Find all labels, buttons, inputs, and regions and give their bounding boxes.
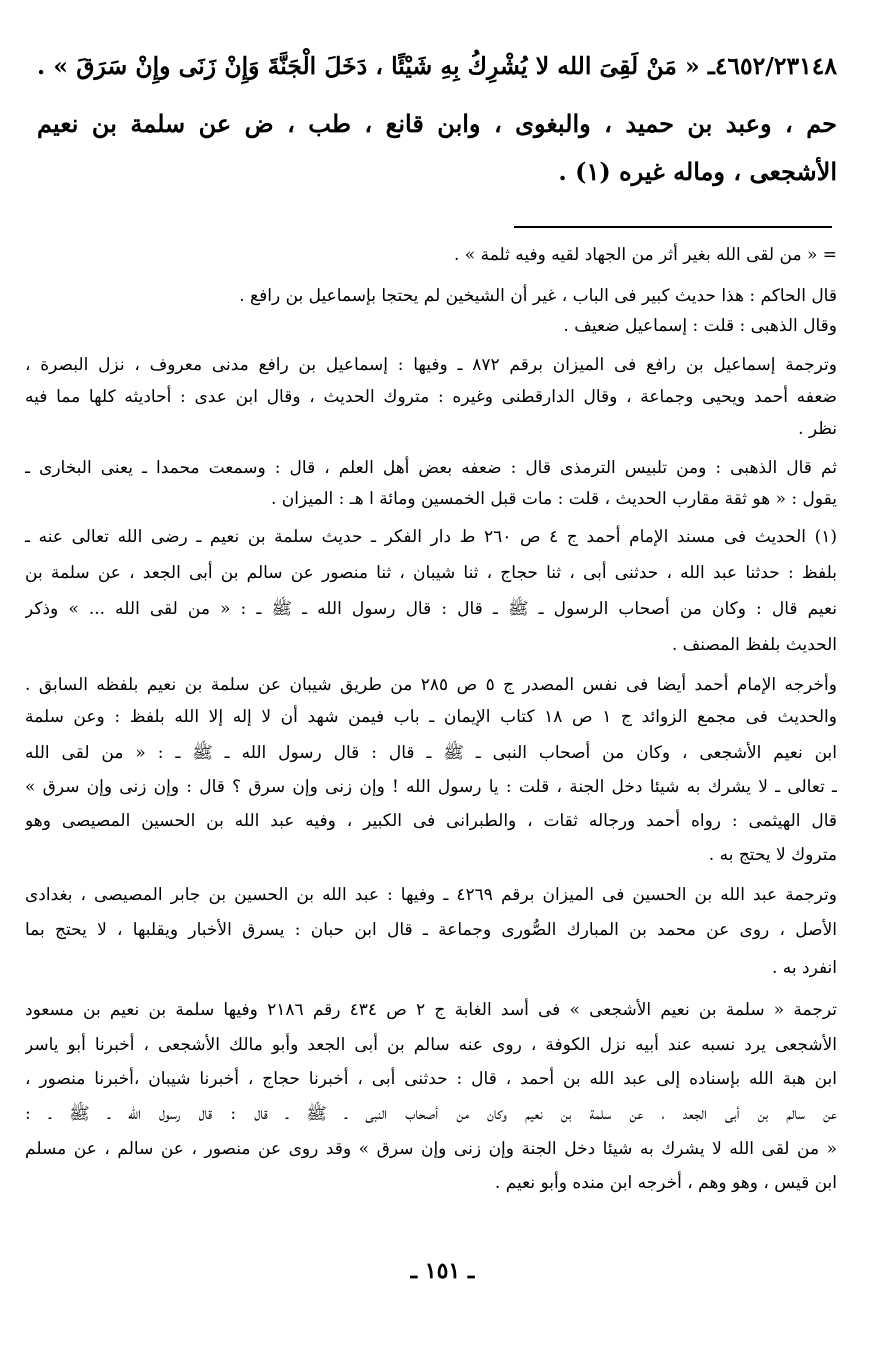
footnote-separator — [514, 226, 832, 228]
hadith-line-1: ٤٦٥٢/٢٣١٤٨ـ « مَنْ لَقِىَ الله لا يُشْرِكُ بِهِ شَيْئًا ، دَخَلَ الْجَنَّةَ وَإِنْ زَنَى وإِنْ سَرَقَ » . — [37, 52, 837, 80]
hadith-line-3: الأشجعى ، وماله غيره (١) . — [558, 157, 837, 186]
footnote-line: ابن نعيم الأشجعى ، وكان من أصحاب النبى ـ ﷺ ـ قال : قال رسول الله ـ ﷺ ـ : « من لقى الله — [25, 743, 837, 763]
footnote-line: قال الهيثمى : رواه أحمد ورجاله ثقات ، والطبرانى فى الكبير ، وفيه عبد الله بن الحسين المصيصى وهو — [25, 811, 837, 831]
footnote-line: الأصل ، روى عن محمد بن المبارك الصُّورى وجماعة ـ قال ابن حبان : يسرق الأخبار ويقلبها ، لا يحتج بما — [25, 920, 837, 940]
footnote-line: ضعفه أحمد ويحيى وجماعة ، وقال الدارقطنى وغيره : متروك الحديث ، وقال ابن عدى : أحاديثه كلها مما فيه — [25, 387, 837, 407]
page-number: ـ ١٥١ ـ — [410, 1258, 475, 1284]
footnote-line: (١) الحديث فى مسند الإمام أحمد ج ٤ ص ٢٦٠ ط دار الفكر ـ حديث سلمة بن نعيم ـ رضى الله تعالى عنه ـ — [25, 527, 837, 547]
footnote-line: والحديث فى مجمع الزوائد ج ١ ص ١٨ كتاب الإيمان ـ باب فيمن شهد أن لا إله إلا الله بلفظ : وعن سلمة — [25, 707, 837, 727]
footnote-line: قال الحاكم : هذا حديث كبير فى الباب ، غير أن الشيخين لم يحتجا بإسماعيل بن رافع . — [239, 286, 837, 306]
footnote-line: وقال الذهبى : قلت : إسماعيل ضعيف . — [563, 316, 837, 336]
footnote-line: ابن قيس ، وهو وهم ، أخرجه ابن منده وأبو نعيم . — [494, 1173, 837, 1193]
footnote-line: متروك لا يحتج به . — [708, 845, 837, 865]
footnote-line: عن سالم بن أبى الجعد ، عن سلمة بن نعيم وكان من أصحاب النبى ـ ﷺ ـ قال : قال رسول الله ـ ﷺ ـ : — [25, 1104, 837, 1124]
footnote-line: وأخرجه الإمام أحمد أيضا فى نفس المصدر ج ٥ ص ٢٨٥ من طريق شيبان عن سلمة بن نعيم بلفظه السابق . — [25, 675, 837, 695]
footnote-line: نعيم قال : وكان من أصحاب الرسول ـ ﷺ ـ قال : قال رسول الله ـ ﷺ ـ : « من لقى الله ... » وذكر — [25, 599, 837, 619]
hadith-line-2: حم ، وعبد بن حميد ، والبغوى ، وابن قانع ، طب ، ض عن سلمة بن نعيم — [37, 109, 837, 138]
footnote-line: انفرد به . — [771, 958, 837, 978]
footnote-line: الأشجعى يرد نسبه عند أبيه نزل الكوفة ، روى عنه سالم بن أبى الجعد وأبو مالك الأشجعى ، أخبرنا أبو ياسر — [25, 1035, 837, 1055]
footnote-line: ابن هبة الله بإسناده إلى عبد الله بن أحمد ، قال : حدثنى أبى ، أخبرنا حجاج ، أخبرنا شيبان ،أخبرنا منصور ، — [25, 1069, 837, 1089]
footnote-line: وترجمة عبد الله بن الحسين فى الميزان برقم ٤٢٦٩ ـ وفيها : عبد الله بن الحسين بن جابر المصيصى ، بغدادى — [25, 885, 837, 905]
footnote-line: ـ تعالى ـ لا يشرك به شيئا دخل الجنة ، قلت : يا رسول الله ! وإن زنى وإن سرق ؟ قال : وإن زنى وإن سرق » — [25, 777, 837, 797]
footnote-line: يقول : « هو ثقة مقارب الحديث ، قلت : مات قبل الخمسين ومائة ا هـ : الميزان . — [271, 489, 837, 509]
footnote-line: نظر . — [798, 419, 837, 439]
footnote-line: ثم قال الذهبى : ومن تلبيس الترمذى قال : ضعفه بعض أهل العلم ، قال : وسمعت محمدا ـ يعنى البخارى ـ — [25, 458, 837, 478]
footnote-line: وترجمة إسماعيل بن رافع فى الميزان برقم ٨٧٢ ـ وفيها : إسماعيل بن رافع مدنى معروف ، نزل البصرة ، — [25, 355, 837, 375]
footnote-line: « من لقى الله لا يشرك به شيئا دخل الجنة وإن زنى وإن سرق » وقد روى عن منصور ، عن سالم ، عن مسلم — [25, 1139, 837, 1159]
footnote-line: الحديث بلفظ المصنف . — [671, 635, 837, 655]
footnote-line: بلفظ : حدثنا عبد الله ، حدثنى أبى ، ثنا حجاج ، ثنا شيبان ، ثنا منصور عن سالم بن أبى الجعد ، عن سلمة بن — [25, 563, 837, 583]
footnote-line: = « من لقى الله بغير أثر من الجهاد لقيه وفيه ثلمة » . — [453, 245, 837, 265]
footnote-line: ترجمة « سلمة بن نعيم الأشجعى » فى أسد الغابة ج ٢ ص ٤٣٤ رقم ٢١٨٦ وفيها سلمة بن نعيم بن مسعود — [25, 1000, 837, 1020]
